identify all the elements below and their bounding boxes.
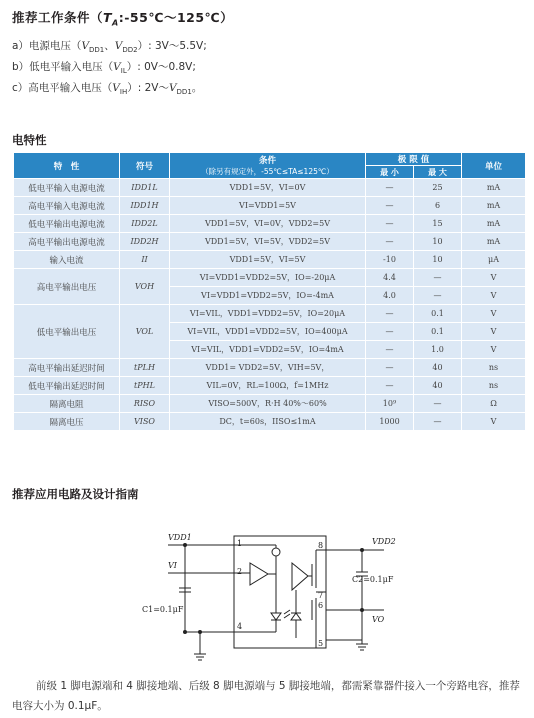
label-vo: VO xyxy=(372,615,385,624)
table-row: 低电平输入电源电流 IDD1L VDD1=5V，VI=0V — 25 mA xyxy=(14,179,526,197)
table-row: 高电平输出电源电流 IDD2H VDD1=5V，VI=5V，VDD2=5V — 10 mA xyxy=(14,233,526,251)
pin-6: 6 xyxy=(318,601,324,610)
table-row: 隔离电压 VISO DC，t=60s，IISO≤1mA 1000 — V xyxy=(14,413,526,431)
header-unit: 单位 xyxy=(462,153,526,179)
table-row: 高电平输出延迟时间 tPLH VDD1= VDD2=5V，VIH=5V， — 40 ns xyxy=(14,359,526,377)
pin-4: 4 xyxy=(237,622,243,631)
table-row: 高电平输出电压 VOH VI=VDD1=VDD2=5V，IO=-20μA 4.4 — V xyxy=(14,269,526,287)
table-row: 输入电流 II VDD1=5V，VI=5V -10 10 μA xyxy=(14,251,526,269)
table-row: VI=VIL，VDD1=VDD2=5V，IO=4mA — 1.0 V xyxy=(14,341,526,359)
pin-1: 1 xyxy=(237,539,243,548)
pin-2: 2 xyxy=(237,567,243,576)
header-feature: 特 性 xyxy=(14,153,120,179)
electrical-characteristics-title: 电特性 xyxy=(12,133,47,147)
pin-5: 5 xyxy=(318,639,324,648)
application-circuit-diagram xyxy=(140,528,420,664)
label-vdd1: VDD1 xyxy=(168,533,192,542)
table-row: 高电平输入电源电流 IDD1H VI=VDD1=5V — 6 mA xyxy=(14,197,526,215)
design-guideline-paragraph: 前级 1 脚电源端和 4 脚接地端、后级 8 脚电源端与 5 脚接地端，都需紧靠器件接入一个旁路电容，推荐电容大小为 0.1μF。 xyxy=(12,680,520,712)
condition-supply-voltage: a）电源电压（$V_{DD1}$、$V_{DD2}$）: 3V～5.5V; xyxy=(12,40,207,55)
application-circuit-title: 推荐应用电路及设计指南 xyxy=(12,487,139,501)
electrical-characteristics-table xyxy=(13,152,526,431)
pin-8: 8 xyxy=(318,541,324,550)
label-c1: C1=0.1μF xyxy=(142,605,184,614)
header-condition: 条件 （除另有规定外，-55℃≤TA≤125℃） xyxy=(170,153,366,179)
header-max: 最 大 xyxy=(414,166,462,179)
table-row: 低电平输出电压 VOL VI=VIL，VDD1=VDD2=5V，IO=20μA — 0.1 V xyxy=(14,305,526,323)
table-row: 低电平输出延迟时间 tPHL VIL=0V，RL=100Ω，f=1MHz — 40 ns xyxy=(14,377,526,395)
condition-low-input-voltage: b）低电平输入电压$(V_{IL})$: 0V～0.8V; xyxy=(12,61,196,76)
operating-conditions-title: 推荐工作条件$(T_A:-55℃\sim 125℃)$ xyxy=(12,10,234,28)
table-row: VI=VDD1=VDD2=5V，IO=-4mA 4.0 — V xyxy=(14,287,526,305)
table-row: 隔离电阻 RISO VISO=500V，R·H 40%～60% 10⁹ — Ω xyxy=(14,395,526,413)
condition-high-input-voltage: c）高电平输入电压$(V_{IH})$: $2V\sim V_{DD1}$。 xyxy=(12,82,203,97)
label-c2: C2=0.1μF xyxy=(352,575,394,584)
header-limit: 极 限 值 xyxy=(366,153,462,166)
label-vi: VI xyxy=(168,561,177,570)
label-vdd2: VDD2 xyxy=(372,537,396,546)
pin-7: 7 xyxy=(318,591,324,600)
table-row: 低电平输出电源电流 IDD2L VDD1=5V，VI=0V，VDD2=5V — 15 mA xyxy=(14,215,526,233)
header-min: 最 小 xyxy=(366,166,414,179)
header-symbol: 符号 xyxy=(120,153,170,179)
table-row: VI=VIL，VDD1=VDD2=5V，IO=400μA — 0.1 V xyxy=(14,323,526,341)
